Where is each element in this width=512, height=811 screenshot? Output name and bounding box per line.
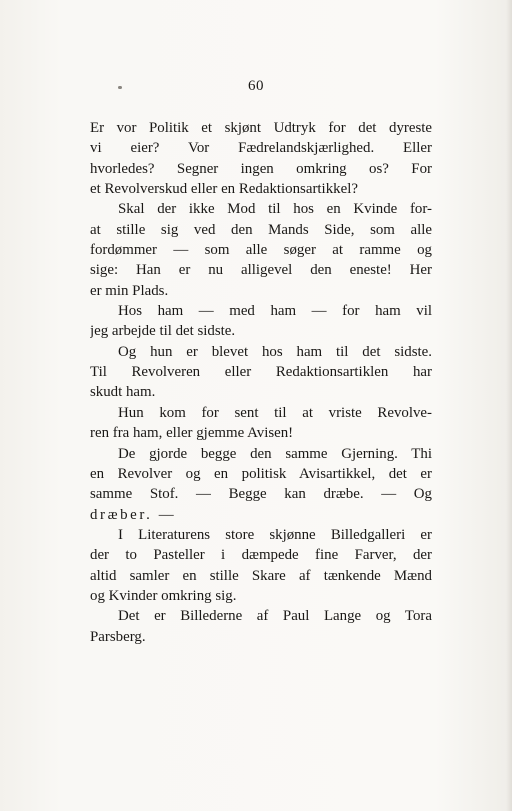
text-line: at stille sig ved den Mands Side, som alle bbox=[90, 221, 432, 238]
text-line: sige: Han er nu alligevel den eneste! Her bbox=[90, 262, 432, 279]
text-line: samme Stof. — Begge kan dræbe. — Og bbox=[90, 486, 432, 503]
text-line: jeg arbejde til det sidste. bbox=[90, 323, 236, 340]
text-line: Skal der ikke Mod til hos en Kvinde for- bbox=[118, 201, 432, 218]
text-line: dræber. — bbox=[90, 506, 177, 523]
text-line: er min Plads. bbox=[90, 282, 169, 299]
text-line: fordømmer — som alle søger at ramme og bbox=[90, 242, 432, 259]
text-line: Hos ham — med ham — for ham vil bbox=[118, 303, 432, 320]
text-line: vi eier? Vor Fædrelandskjærlighed. Eller bbox=[90, 140, 432, 157]
text-line: De gjorde begge den samme Gjerning. Thi bbox=[118, 445, 432, 462]
text-line: en Revolver og en politisk Avisartikkel, det er bbox=[90, 465, 432, 482]
text-line: Og hun er blevet hos ham til det sidste. bbox=[118, 343, 432, 360]
text-line: altid samler en stille Skare af tænkende Mænd bbox=[90, 567, 432, 584]
text-line: et Revolverskud eller en Redaktionsartikkel? bbox=[90, 181, 358, 198]
page-number: 60 bbox=[248, 78, 264, 94]
text-line: hvorledes? Segner ingen omkring os? For bbox=[90, 160, 432, 177]
page-edge-shadow bbox=[506, 0, 512, 811]
text-line: Er vor Politik et skjønt Udtryk for det dyreste bbox=[90, 120, 432, 136]
text-line: I Literaturens store skjønne Billedgalleri er bbox=[118, 526, 432, 543]
text-line: der to Pasteller i dæmpede fine Farver, der bbox=[90, 547, 432, 564]
text-line: Parsberg. bbox=[90, 628, 146, 645]
text-line: ren fra ham, eller gjemme Avisen! bbox=[90, 425, 294, 442]
text-line: Det er Billederne af Paul Lange og Tora bbox=[118, 608, 432, 625]
body-text bbox=[90, 118, 432, 647]
text-line: Til Revolveren eller Redaktionsartiklen har bbox=[90, 364, 432, 381]
text-line: og Kvinder omkring sig. bbox=[90, 587, 237, 604]
text-line: Hun kom for sent til at vriste Revolve- bbox=[118, 404, 432, 421]
text-line: skudt ham. bbox=[90, 384, 156, 401]
